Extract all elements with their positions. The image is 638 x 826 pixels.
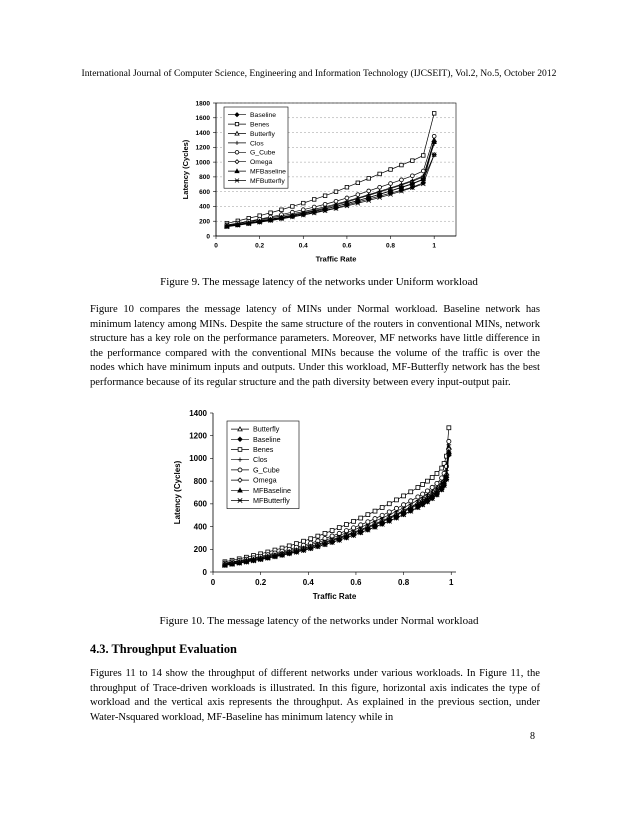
legend-label-mfbutterfly: MFButterfly (253, 496, 290, 506)
y-tick-label: 1000 (189, 454, 207, 464)
figure-10-caption: Figure 10. The message latency of the networks under Normal workload (159, 615, 479, 627)
y-tick-label: 800 (199, 174, 210, 182)
x-tick-label: 0.4 (298, 242, 308, 250)
data-point-g-cube (402, 503, 406, 507)
y-tick-label: 400 (193, 522, 207, 532)
data-point-benes (421, 482, 425, 486)
y-tick-label: 600 (193, 499, 207, 509)
x-tick-label: 0 (210, 578, 216, 587)
data-point-benes (352, 519, 356, 523)
data-point-g-cube (394, 506, 398, 510)
y-tick-label: 600 (199, 188, 210, 196)
y-tick-label: 1800 (195, 100, 210, 108)
data-point-benes (302, 539, 306, 543)
data-point-g-cube (387, 510, 391, 514)
data-point-g-cube (435, 481, 439, 485)
legend-label-clos: Clos (250, 140, 264, 148)
legend-marker-g-cube (238, 468, 242, 472)
y-tick-label: 0 (206, 233, 210, 241)
legend-label-omega: Omega (250, 159, 273, 167)
data-point-benes (416, 486, 420, 490)
y-tick-label: 1600 (195, 115, 210, 123)
data-point-g-cube (447, 439, 451, 443)
data-point-benes (330, 529, 334, 533)
legend-label-butterfly: Butterfly (253, 424, 280, 434)
legend-marker-benes (238, 448, 242, 452)
data-point-benes (387, 502, 391, 506)
y-axis-label: Latency (Cycles) (181, 139, 190, 200)
y-tick-label: 1000 (195, 159, 210, 167)
journal-header: International Journal of Computer Science, Engineering and Information Technology (IJCSEIT), Vol.2, No.5, October 2012 (81, 68, 557, 79)
x-tick-label: 1 (449, 578, 454, 587)
data-point-benes (323, 531, 327, 535)
x-tick-label: 0.6 (342, 242, 352, 250)
section-heading: 4.3. Throughput Evaluation (90, 642, 237, 656)
data-point-g-cube (373, 517, 377, 521)
legend-label-g-cube: G_Cube (250, 149, 276, 157)
page-number: 8 (530, 731, 535, 742)
data-point-benes (359, 516, 363, 520)
y-tick-label: 200 (193, 545, 207, 555)
data-point-benes (402, 494, 406, 498)
data-point-g-cube (421, 492, 425, 496)
y-tick-label: 1400 (195, 129, 210, 137)
paragraph-figure-10-description: Figure 10 compares the message latency of MINs under Normal workload. Baseline network has minimum latency among MINs. Despite the same structure of the routers in conventional MINs, network structure has a key role on the performance parameters. Moreover, MF networks have little difference in the performance compared with the conventional MINs because the volume of the traffic is over the nodes which have minimum inputs and outputs. Under this workload, MF-Butterfly network has the best performance because of its regular structure and the path diversity between every input-output pair. (90, 304, 540, 388)
data-point-benes (447, 426, 451, 430)
y-tick-label: 1200 (189, 431, 207, 441)
y-tick-label: 400 (199, 203, 210, 211)
legend-label-benes: Benes (253, 445, 274, 455)
legend-label-mfbaseline: MFBaseline (253, 485, 291, 495)
data-point-benes (316, 534, 320, 538)
figure-9-caption: Figure 9. The message latency of the networks under Uniform workload (160, 276, 478, 288)
data-point-benes (373, 509, 377, 513)
data-point-benes (380, 506, 384, 510)
data-point-g-cube (380, 513, 384, 517)
data-point-g-cube (425, 489, 429, 493)
data-point-g-cube (440, 476, 444, 480)
data-point-benes (344, 523, 348, 527)
legend-label-g-cube: G_Cube (253, 465, 280, 475)
legend-label-mfbutterfly: MFButterfly (250, 177, 285, 185)
data-point-benes (409, 490, 413, 494)
x-tick-label: 0.4 (302, 578, 314, 587)
legend-label-butterfly: Butterfly (250, 130, 275, 138)
data-point-benes (430, 476, 434, 480)
paragraph-throughput-evaluation: Figures 11 to 14 show the throughput of different networks under various workloads. In Figure 11, the throughput of Trace-driven workloads is illustrated. In this figure, horizontal axis indicates the type of workload and the vertical axis represents the throughput. As explained in the previous section, under Water-Nsquared workload, MF-Baseline has minimum latency while in (90, 668, 540, 723)
y-tick-label: 800 (193, 476, 207, 486)
x-tick-label: 0 (214, 242, 218, 250)
data-point-benes (309, 537, 313, 541)
data-point-g-cube (416, 495, 420, 499)
data-point-g-cube (409, 499, 413, 503)
data-point-g-cube (344, 529, 348, 533)
y-tick-label: 1400 (189, 408, 207, 418)
legend-label-baseline: Baseline (250, 112, 277, 120)
legend-label-omega: Omega (253, 475, 277, 485)
x-tick-label: 0.2 (255, 578, 267, 587)
legend-label-benes: Benes (250, 121, 270, 129)
data-point-benes (425, 479, 429, 483)
x-tick-label: 0.2 (255, 242, 265, 250)
data-point-g-cube (430, 485, 434, 489)
data-point-benes (366, 513, 370, 517)
x-tick-label: 1 (432, 242, 436, 250)
y-axis-label: Latency (Cycles) (173, 460, 182, 525)
data-point-benes (440, 466, 444, 470)
legend-label-mfbaseline: MFBaseline (250, 168, 286, 176)
x-tick-label: 0.8 (398, 578, 410, 587)
x-axis-label: Traffic Rate (315, 254, 357, 264)
x-tick-label: 0.6 (350, 578, 362, 587)
y-tick-label: 0 (202, 567, 207, 577)
y-tick-label: 1200 (195, 144, 210, 152)
data-point-benes (337, 526, 341, 530)
data-point-g-cube (366, 520, 370, 524)
data-point-benes (394, 498, 398, 502)
data-point-g-cube (359, 523, 363, 527)
data-point-benes (435, 471, 439, 475)
legend-label-baseline: Baseline (253, 434, 281, 444)
x-tick-label: 0.8 (386, 242, 396, 250)
data-point-g-cube (351, 526, 355, 530)
legend (227, 421, 299, 509)
legend-label-clos: Clos (253, 455, 268, 465)
y-tick-label: 200 (199, 218, 210, 226)
x-axis-label: Traffic Rate (312, 592, 357, 601)
